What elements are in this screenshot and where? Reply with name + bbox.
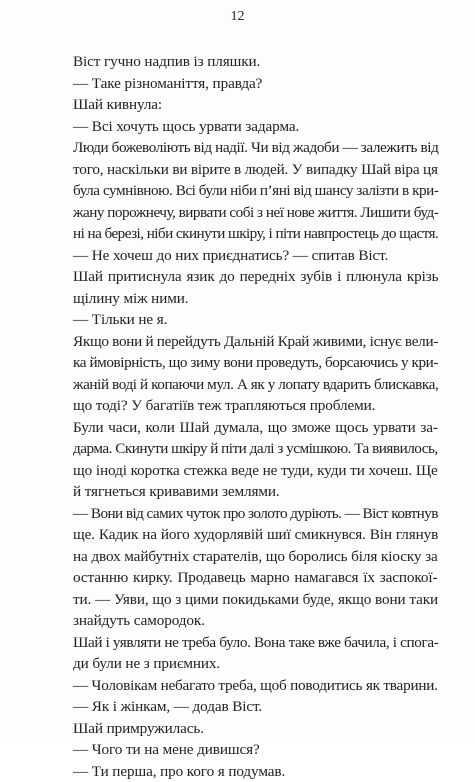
- text-line: — Не хочеш до них приєднатись? — спитав Віст.: [73, 245, 438, 267]
- text-line: — Таке різноманіття, правда?: [73, 73, 438, 95]
- text-line: ка ймовірність, що зиму вони проведуть, борсаючись у кри-: [73, 352, 438, 374]
- text-line: дарма. Скинути шкіру й піти далі з усмішкою. Та виявилось,: [73, 438, 438, 460]
- text-line: Шай примружилась.: [73, 718, 438, 740]
- text-line: ні на березі, ніби скинути шкіру, і піти навпростець до щастя.: [73, 223, 438, 245]
- text-line: Були часи, коли Шай думала, що зможе щось урвати за-: [73, 417, 438, 439]
- text-line: — Як і жінкам, — додав Віст.: [73, 696, 438, 718]
- text-line: — Всі хочуть щось урвати задарма.: [73, 116, 438, 138]
- text-line: жаній воді й копаючи мул. А як у лопату вдарить блискавка,: [73, 374, 438, 396]
- text-line: ди були не з приємних.: [73, 653, 438, 675]
- text-line: ще. Кадик на його худорлявій шиї смикнувся. Він глянув: [73, 524, 438, 546]
- text-line: що іноді коротка стежка веде не туди, куди ти хочеш. Ще: [73, 460, 438, 482]
- text-line: Люди божеволіють від надії. Чи від жадоби — залежить від: [73, 137, 438, 159]
- text-line: Віст гучно надпив із пляшки.: [73, 51, 438, 73]
- page-number: 12: [0, 9, 475, 25]
- text-line: Шай і уявляти не треба було. Вона таке вже бачила, і спога-: [73, 632, 438, 654]
- text-line: Якщо вони й перейдуть Дальній Край живими, існує вели-: [73, 331, 438, 353]
- text-line: — Ти перша, про кого я подумав.: [73, 761, 438, 782]
- text-line: — Тільки не я.: [73, 309, 438, 331]
- text-line: — Чого ти на мене дивишся?: [73, 739, 438, 761]
- text-line: Шай притиснула язик до передніх зубів і плюнула крізь: [73, 266, 438, 288]
- text-line: Шай кивнула:: [73, 94, 438, 116]
- text-line: — Вони від самих чуток про золото дуріють. — Віст ковтнув: [73, 503, 438, 525]
- text-line: того, наскільки ви вірите в людей. У випадку Шай віра ця: [73, 159, 438, 181]
- text-line: що тоді? У багатіїв теж трапляються проблеми.: [73, 395, 438, 417]
- text-line: щілину між ними.: [73, 288, 438, 310]
- text-line: була сумнівною. Всі були ніби п’яні від шансу залізти в кри-: [73, 180, 438, 202]
- text-line: знайдуть самородок.: [73, 610, 438, 632]
- text-line: останню кирку. Продавець марно намагався їх заспокої-: [73, 567, 438, 589]
- text-line: й тягнеться кривавими землями.: [73, 481, 438, 503]
- text-line: — Чоловікам небагато треба, щоб поводитись як тварини.: [73, 675, 438, 697]
- text-line: жану порожнечу, вирвати собі з неї нове життя. Лишити буд-: [73, 202, 438, 224]
- text-line: на двох майбутніх старателів, що боролись біля кіоску за: [73, 546, 438, 568]
- body-text: [73, 51, 438, 782]
- text-line: ти. — Уяви, що з цими покидьками буде, якщо вони таки: [73, 589, 438, 611]
